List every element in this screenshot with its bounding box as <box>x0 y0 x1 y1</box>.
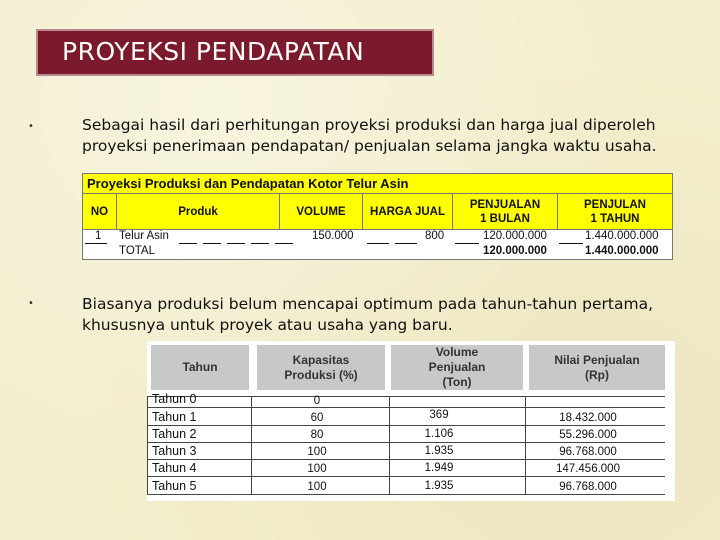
bullet-marker: • <box>28 298 34 309</box>
nilai-1: 18.432.000 <box>559 412 617 424</box>
row-tahun-0: Tahun 0 <box>152 392 197 406</box>
kapasitas-4: 100 <box>307 463 327 475</box>
col-header-penjualan-bulan: PENJUALAN 1 BULAN <box>453 194 558 230</box>
bullet-2-line-2: khususnya untuk proyek atau usaha yang baru. <box>82 316 453 334</box>
underline <box>203 243 221 244</box>
divider <box>147 494 665 495</box>
row1-penjualan-tahun: 1.440.000.000 <box>585 230 659 242</box>
bullet-paragraph-1 <box>82 115 682 157</box>
row1-penjualan-bulan: 120.000.000 <box>483 230 547 242</box>
underline <box>367 243 389 244</box>
underline <box>559 243 583 244</box>
revenue-projection-table <box>82 173 673 260</box>
underline <box>251 243 269 244</box>
underline <box>275 243 293 244</box>
underline <box>395 243 417 244</box>
kapasitas-2: 80 <box>310 429 324 441</box>
col-header-no: NO <box>83 194 117 230</box>
divider <box>525 396 526 494</box>
divider <box>389 396 390 494</box>
bullet-1-line-2: proyeksi penerimaan pendapatan/ penjualan selama jangka waktu usaha. <box>82 137 657 155</box>
divider <box>147 396 665 397</box>
divider <box>251 396 252 494</box>
col-header-tahun: Tahun <box>151 345 249 390</box>
col-header-penjualan-tahun: PENJULAN 1 TAHUN <box>558 194 672 230</box>
underline <box>85 243 107 244</box>
col-header-volume: Volume Penjualan (Ton) <box>391 345 523 390</box>
bullet-2-line-1: Biasanya produksi belum mencapai optimum pada tahun-tahun pertama, <box>82 295 654 313</box>
row-tahun-1: Tahun 1 <box>152 410 197 424</box>
divider <box>147 396 148 494</box>
volume-4: 1.949 <box>424 462 454 474</box>
volume-2: 1.106 <box>424 428 454 440</box>
col-header-harga-jual: HARGA JUAL <box>363 194 453 230</box>
volume-3: 1.935 <box>424 445 454 457</box>
row1-no: 1 <box>95 230 102 242</box>
row1-harga: 800 <box>425 230 445 242</box>
col-header-kapasitas: Kapasitas Produksi (%) <box>257 345 385 390</box>
title-banner <box>36 29 434 76</box>
underline <box>455 243 479 244</box>
nilai-4: 147.456.000 <box>556 463 620 475</box>
col-header-produk: Produk <box>117 194 280 230</box>
bullet-1-line-1: Sebagai hasil dari perhitungan proyeksi produksi dan harga jual diperoleh <box>82 116 656 134</box>
row-tahun-5: Tahun 5 <box>152 479 197 493</box>
nilai-3: 96.768.000 <box>559 446 617 458</box>
row-tahun-4: Tahun 4 <box>152 461 197 475</box>
underline <box>227 243 245 244</box>
volume-1: 369 <box>429 409 449 421</box>
total-penjualan-bulan: 120.000.000 <box>483 245 547 257</box>
bullet-marker: • <box>28 121 34 132</box>
sales-capacity-table <box>147 341 675 501</box>
underline <box>179 243 197 244</box>
divider <box>147 425 665 426</box>
total-label: TOTAL <box>119 245 155 257</box>
nilai-5: 96.768.000 <box>559 481 617 493</box>
table-title: Proyeksi Produksi dan Pendapatan Kotor Telur Asin <box>83 174 672 194</box>
col-header-nilai: Nilai Penjualan (Rp) <box>529 345 665 390</box>
row-tahun-2: Tahun 2 <box>152 427 197 441</box>
bullet-paragraph-2 <box>82 294 682 336</box>
divider <box>147 407 665 408</box>
kapasitas-5: 100 <box>307 481 327 493</box>
volume-5: 1.935 <box>424 480 454 492</box>
total-penjualan-tahun: 1.440.000.000 <box>585 245 659 257</box>
kapasitas-1: 60 <box>310 412 324 424</box>
col-header-volume: VOLUME <box>280 194 363 230</box>
nilai-2: 55.296.000 <box>559 429 617 441</box>
kapasitas-0: 0 <box>313 395 321 407</box>
divider <box>147 442 665 443</box>
row1-volume: 150.000 <box>312 230 354 242</box>
row1-produk: Telur Asin <box>119 230 169 242</box>
kapasitas-3: 100 <box>307 446 327 458</box>
divider <box>147 459 665 460</box>
page-title: PROYEKSI PENDAPATAN <box>62 37 365 66</box>
divider <box>147 476 665 477</box>
row-tahun-3: Tahun 3 <box>152 444 197 458</box>
